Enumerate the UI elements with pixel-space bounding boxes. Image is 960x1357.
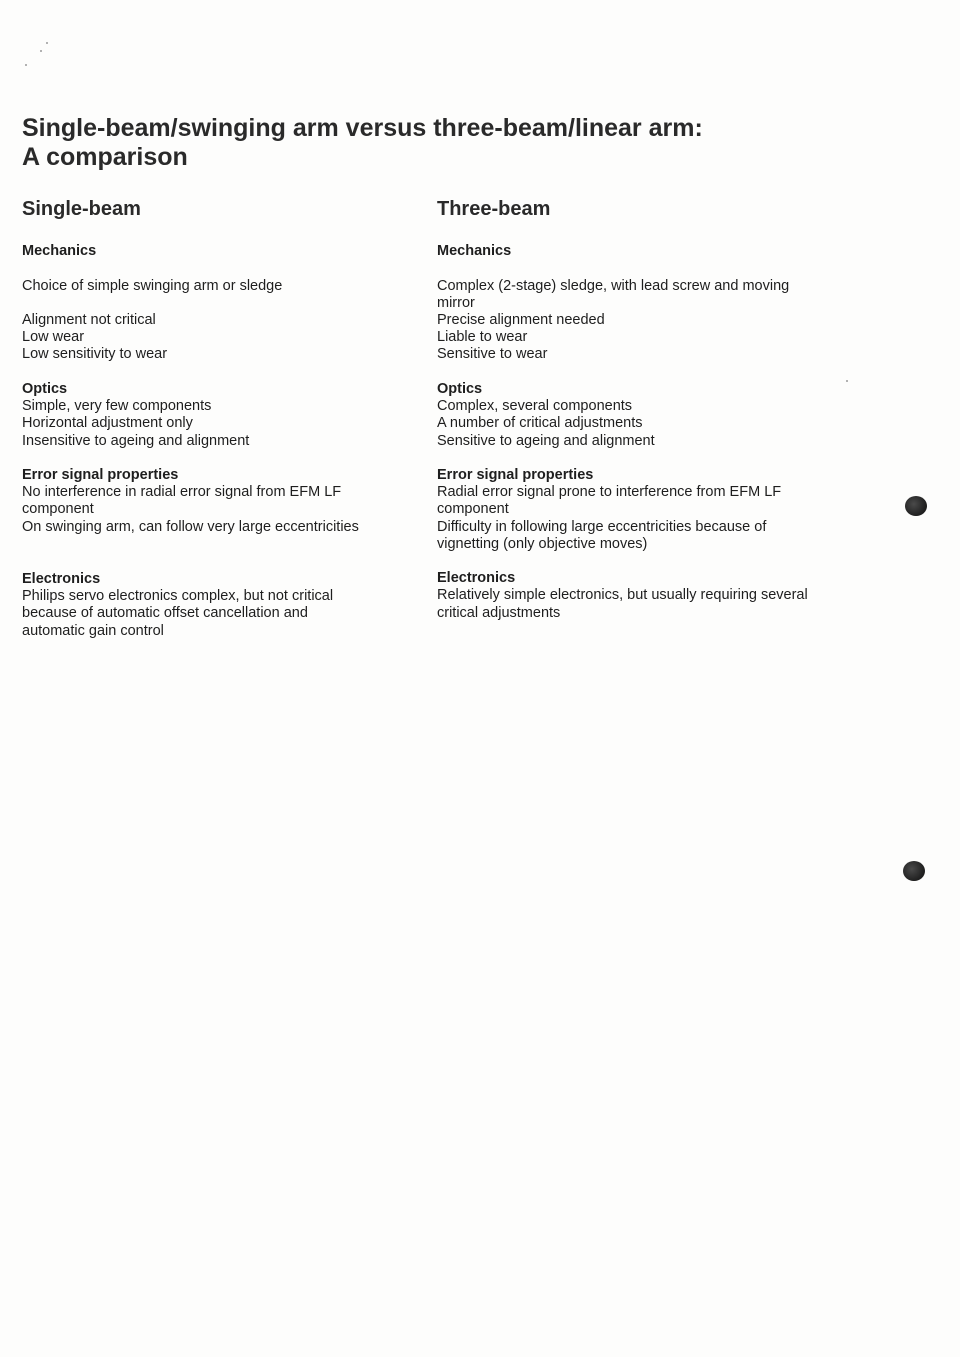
- mechanics-line: Precise alignment needed: [437, 312, 605, 328]
- mechanics-line: Choice of simple swinging arm or sledge: [22, 278, 283, 294]
- scan-speck: [25, 64, 27, 66]
- optics-line: Complex, several components: [437, 398, 633, 414]
- mechanics-line: Sensitive to wear: [437, 346, 548, 362]
- mechanics-line: mirror: [437, 295, 475, 311]
- page-title-line-2: A comparison: [22, 143, 188, 171]
- mechanics-line: Alignment not critical: [22, 312, 156, 328]
- punch-hole-mark: [903, 861, 925, 881]
- error-signal-line: On swinging arm, can follow very large eccentricities: [22, 519, 359, 535]
- optics-line: Horizontal adjustment only: [22, 415, 193, 431]
- error-signal-line: component: [437, 501, 509, 517]
- electronics-line: automatic gain control: [22, 623, 164, 639]
- mechanics-line: Low sensitivity to wear: [22, 346, 168, 362]
- error-signal-label: Error signal properties: [22, 467, 179, 483]
- page-title: [22, 114, 842, 172]
- electronics-label: Electronics: [437, 570, 516, 586]
- mechanics-label: Mechanics: [437, 243, 512, 259]
- scan-speck: [846, 380, 848, 382]
- electronics-line: because of automatic offset cancellation and: [22, 605, 308, 621]
- mechanics-line: Complex (2-stage) sledge, with lead screw and moving: [437, 278, 790, 294]
- mechanics-label: Mechanics: [22, 243, 97, 259]
- error-signal-line: Difficulty in following large eccentricities because of: [437, 519, 767, 535]
- error-signal-line: No interference in radial error signal from EFM LF: [22, 484, 342, 500]
- electronics-line: Philips servo electronics complex, but not critical: [22, 588, 334, 604]
- optics-label: Optics: [437, 381, 483, 397]
- punch-hole-mark: [905, 496, 927, 516]
- optics-line: Sensitive to ageing and alignment: [437, 433, 655, 449]
- scan-speck: [40, 50, 42, 52]
- optics-label: Optics: [22, 381, 68, 397]
- mechanics-line: Low wear: [22, 329, 85, 345]
- optics-line: Insensitive to ageing and alignment: [22, 433, 250, 449]
- optics-line: Simple, very few components: [22, 398, 212, 414]
- error-signal-line: component: [22, 501, 94, 517]
- electronics-line: Relatively simple electronics, but usually requiring several: [437, 587, 808, 603]
- electronics-line: critical adjustments: [437, 605, 561, 621]
- error-signal-line: Radial error signal prone to interference from EFM LF: [437, 484, 782, 500]
- scan-speck: [46, 42, 48, 44]
- three-beam-column: [437, 195, 827, 621]
- single-beam-column: [22, 195, 412, 639]
- error-signal-label: Error signal properties: [437, 467, 594, 483]
- single-beam-heading: Single-beam: [22, 198, 141, 220]
- electronics-label: Electronics: [22, 571, 101, 587]
- mechanics-line: Liable to wear: [437, 329, 528, 345]
- error-signal-line: vignetting (only objective moves): [437, 536, 648, 552]
- page-title-line-1: Single-beam/swinging arm versus three-beam/linear arm:: [22, 114, 703, 142]
- optics-line: A number of critical adjustments: [437, 415, 643, 431]
- three-beam-heading: Three-beam: [437, 198, 551, 220]
